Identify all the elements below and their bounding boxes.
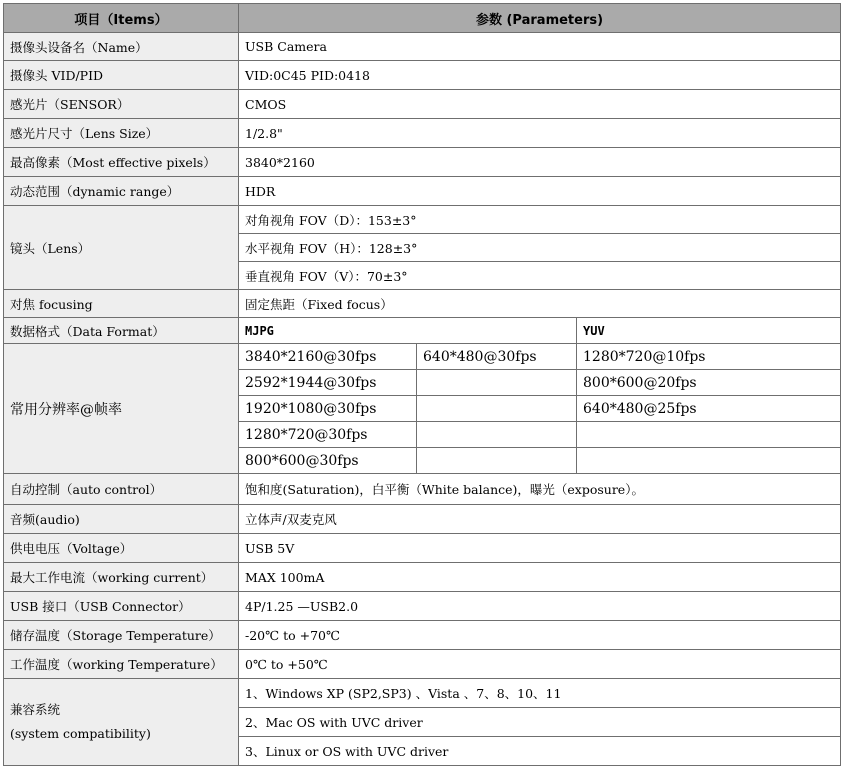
name-label: 摄像头设备名（Name） [4,33,239,61]
table-row [4,534,841,563]
table-row [4,90,841,119]
format-mjpg: MJPG [239,318,577,344]
lens-size-value: 1/2.8" [239,119,841,148]
connector-label: USB 接口（USB Connector） [4,592,239,621]
table-row [4,344,841,370]
table-row [4,318,841,344]
res-yuv-1: 1280*720@10fps [577,344,841,370]
focus-label: 对焦 focusing [4,290,239,318]
header-items: 项目（Items） [4,4,239,33]
auto-label: 自动控制（auto control） [4,474,239,505]
table-row [4,206,841,234]
connector-value: 4P/1.25 —USB2.0 [239,592,841,621]
res-mjpg-b-1: 640*480@30fps [417,344,577,370]
storage-temp-label: 储存温度（Storage Temperature） [4,621,239,650]
current-value: MAX 100mA [239,563,841,592]
compat-label-cn: 兼容系统 [10,702,61,717]
vidpid-label: 摄像头 VID/PID [4,61,239,90]
header-parameters: 参数 (Parameters) [239,4,841,33]
format-yuv: YUV [577,318,841,344]
lens-size-label: 感光片尺寸（Lens Size） [4,119,239,148]
working-temp-label: 工作温度（working Temperature） [4,650,239,679]
res-mjpg-b-2 [417,370,577,396]
vidpid-value: VID:0C45 PID:0418 [239,61,841,90]
format-label: 数据格式（Data Format） [4,318,239,344]
lens-fov-h: 水平视角 FOV（H）：128±3° [239,234,841,262]
compat-value-3: 3、Linux or OS with UVC driver [239,737,841,766]
compat-value-2: 2、Mac OS with UVC driver [239,708,841,737]
compat-label-en: (system compatibility) [10,726,151,741]
pixels-value: 3840*2160 [239,148,841,177]
res-yuv-5 [577,448,841,474]
working-temp-value: 0℃ to +50℃ [239,650,841,679]
dynamic-label: 动态范围（dynamic range） [4,177,239,206]
lens-fov-v: 垂直视角 FOV（V）：70±3° [239,262,841,290]
table-row [4,33,841,61]
table-row [4,119,841,148]
sensor-value: CMOS [239,90,841,119]
table-row [4,177,841,206]
compat-label [4,679,239,766]
pixels-label: 最高像素（Most effective pixels） [4,148,239,177]
compat-value-1: 1、Windows XP (SP2,SP3) 、Vista 、7、8、10、11 [239,679,841,708]
current-label: 最大工作电流（working current） [4,563,239,592]
name-value: USB Camera [239,33,841,61]
res-yuv-3: 640*480@25fps [577,396,841,422]
audio-label: 音频(audio) [4,505,239,534]
spec-table [3,3,841,766]
res-mjpg-a-3: 1920*1080@30fps [239,396,417,422]
audio-value: 立体声/双麦克风 [239,505,841,534]
res-mjpg-a-2: 2592*1944@30fps [239,370,417,396]
res-mjpg-b-5 [417,448,577,474]
table-row [4,474,841,505]
header-row [4,4,841,33]
resolution-label: 常用分辨率@帧率 [4,344,239,474]
res-mjpg-a-5: 800*600@30fps [239,448,417,474]
auto-value: 饱和度(Saturation)，白平衡（White balance)，曝光（exposure）。 [239,474,841,505]
res-mjpg-b-4 [417,422,577,448]
lens-fov-d: 对角视角 FOV（D）：153±3° [239,206,841,234]
res-mjpg-a-1: 3840*2160@30fps [239,344,417,370]
focus-value: 固定焦距（Fixed focus） [239,290,841,318]
res-yuv-2: 800*600@20fps [577,370,841,396]
table-row [4,505,841,534]
voltage-label: 供电电压（Voltage） [4,534,239,563]
table-row [4,592,841,621]
table-row [4,563,841,592]
lens-label: 镜头（Lens） [4,206,239,290]
table-row [4,290,841,318]
sensor-label: 感光片（SENSOR） [4,90,239,119]
dynamic-value: HDR [239,177,841,206]
table-row [4,621,841,650]
res-mjpg-a-4: 1280*720@30fps [239,422,417,448]
voltage-value: USB 5V [239,534,841,563]
table-row [4,61,841,90]
table-row [4,679,841,708]
res-mjpg-b-3 [417,396,577,422]
table-row [4,148,841,177]
storage-temp-value: -20℃ to +70℃ [239,621,841,650]
table-row [4,650,841,679]
res-yuv-4 [577,422,841,448]
